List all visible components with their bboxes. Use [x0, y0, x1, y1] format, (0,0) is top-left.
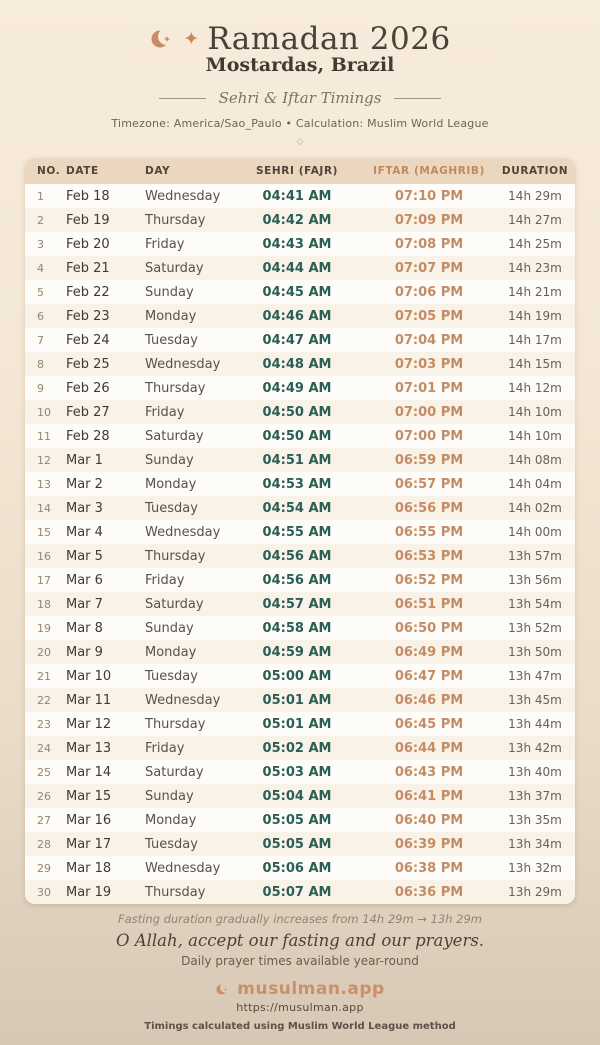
cell-number: 19 — [37, 621, 51, 635]
cell-iftar-time: 06:49 PM — [394, 644, 464, 660]
table-row — [25, 784, 575, 808]
cell-sehri-time: 04:46 AM — [262, 308, 332, 324]
table-row — [25, 856, 575, 880]
cell-date: Feb 18 — [66, 188, 110, 204]
cell-duration: 13h 52m — [508, 621, 562, 636]
cell-day: Monday — [145, 476, 197, 492]
cell-date: Mar 19 — [66, 884, 112, 900]
cell-number: 13 — [37, 477, 51, 491]
cell-day: Friday — [145, 572, 185, 588]
cell-sehri-time: 04:43 AM — [262, 236, 332, 252]
cell-number: 15 — [37, 525, 51, 539]
table-header-row — [25, 158, 575, 184]
cell-number: 28 — [37, 837, 51, 851]
cell-iftar-time: 06:46 PM — [394, 692, 464, 708]
cell-sehri-time: 04:48 AM — [262, 356, 332, 372]
cell-duration: 14h 08m — [508, 453, 562, 468]
cell-day: Tuesday — [145, 332, 198, 348]
cell-number: 10 — [37, 405, 51, 419]
table-row — [25, 328, 575, 352]
cell-duration: 13h 37m — [508, 789, 562, 804]
cell-iftar-time: 07:09 PM — [394, 212, 464, 228]
cell-sehri-time: 04:56 AM — [262, 572, 332, 588]
cell-iftar-time: 06:40 PM — [394, 812, 464, 828]
section-divider — [0, 89, 600, 107]
cell-date: Mar 7 — [66, 596, 103, 612]
cell-duration: 14h 10m — [508, 405, 562, 420]
cell-date: Mar 1 — [66, 452, 103, 468]
table-row — [25, 568, 575, 592]
cell-iftar-time: 07:00 PM — [394, 428, 464, 444]
divider-line-left — [159, 98, 206, 99]
cell-number: 25 — [37, 765, 51, 779]
table-row — [25, 880, 575, 904]
cell-sehri-time: 05:06 AM — [262, 860, 332, 876]
cell-iftar-time: 07:01 PM — [394, 380, 464, 396]
table-row — [25, 808, 575, 832]
cell-number: 8 — [37, 357, 44, 371]
cell-sehri-time: 04:47 AM — [262, 332, 332, 348]
cell-day: Tuesday — [145, 500, 198, 516]
cell-iftar-time: 06:51 PM — [394, 596, 464, 612]
cell-sehri-time: 05:05 AM — [262, 812, 332, 828]
cell-number: 18 — [37, 597, 51, 611]
location-subtitle: Mostardas, Brazil — [205, 54, 395, 77]
cell-duration: 13h 45m — [508, 693, 562, 708]
cell-iftar-time: 06:47 PM — [394, 668, 464, 684]
cell-day: Wednesday — [145, 860, 221, 876]
cell-number: 5 — [37, 285, 44, 299]
page-title: Ramadan 2026 — [207, 21, 451, 57]
cell-date: Mar 16 — [66, 812, 112, 828]
cell-day: Thursday — [145, 380, 206, 396]
cell-number: 26 — [37, 789, 51, 803]
cell-sehri-time: 04:55 AM — [262, 524, 332, 540]
table-body — [25, 184, 575, 904]
table-row — [25, 352, 575, 376]
cell-number: 20 — [37, 645, 51, 659]
cell-date: Mar 12 — [66, 716, 112, 732]
cell-duration: 14h 17m — [508, 333, 562, 348]
cell-day: Sunday — [145, 284, 194, 300]
cell-sehri-time: 04:49 AM — [262, 380, 332, 396]
cell-duration: 13h 32m — [508, 861, 562, 876]
cell-number: 6 — [37, 309, 44, 323]
cell-date: Feb 22 — [66, 284, 110, 300]
cell-sehri-time: 05:00 AM — [262, 668, 332, 684]
cell-date: Mar 5 — [66, 548, 103, 564]
table-row — [25, 184, 575, 208]
cell-date: Feb 24 — [66, 332, 110, 348]
cell-day: Friday — [145, 404, 185, 420]
cell-duration: 13h 56m — [508, 573, 562, 588]
crescent-moon-icon — [149, 27, 175, 51]
cell-duration: 13h 42m — [508, 741, 562, 756]
cell-iftar-time: 07:03 PM — [394, 356, 464, 372]
cell-duration: 13h 47m — [508, 669, 562, 684]
cell-day: Tuesday — [145, 836, 198, 852]
table-row — [25, 760, 575, 784]
cell-number: 30 — [37, 885, 51, 899]
cell-date: Feb 21 — [66, 260, 110, 276]
table-row — [25, 424, 575, 448]
table-row — [25, 448, 575, 472]
cell-day: Wednesday — [145, 188, 221, 204]
cell-day: Wednesday — [145, 356, 221, 372]
col-header-day: DAY — [145, 165, 171, 178]
cell-date: Feb 20 — [66, 236, 110, 252]
col-header-duration: DURATION — [501, 165, 569, 178]
timezone-calculation-info: Timezone: America/Sao_Paulo • Calculation: Muslim World League — [111, 117, 489, 131]
cell-duration: 14h 27m — [508, 213, 562, 228]
table-row — [25, 664, 575, 688]
cell-sehri-time: 04:51 AM — [262, 452, 332, 468]
table-row — [25, 520, 575, 544]
table-row — [25, 592, 575, 616]
col-header-date: DATE — [66, 165, 99, 178]
cell-number: 7 — [37, 333, 44, 347]
divider-line-right — [394, 98, 441, 99]
cell-iftar-time: 06:45 PM — [394, 716, 464, 732]
cell-iftar-time: 06:59 PM — [394, 452, 464, 468]
table-row — [25, 688, 575, 712]
cell-date: Feb 26 — [66, 380, 110, 396]
cell-duration: 14h 12m — [508, 381, 562, 396]
cell-day: Thursday — [145, 716, 206, 732]
cell-duration: 13h 29m — [508, 885, 562, 900]
cell-iftar-time: 07:08 PM — [394, 236, 464, 252]
cell-day: Thursday — [145, 212, 206, 228]
cell-day: Wednesday — [145, 524, 221, 540]
table-row — [25, 400, 575, 424]
cell-duration: 13h 35m — [508, 813, 562, 828]
cell-date: Feb 23 — [66, 308, 110, 324]
cell-date: Mar 9 — [66, 644, 103, 660]
cell-duration: 14h 21m — [508, 285, 562, 300]
cell-date: Mar 11 — [66, 692, 112, 708]
cell-date: Mar 3 — [66, 500, 103, 516]
col-header-no: NO. — [37, 165, 61, 178]
cell-sehri-time: 04:59 AM — [262, 644, 332, 660]
cell-duration: 13h 44m — [508, 717, 562, 732]
cell-duration: 13h 40m — [508, 765, 562, 780]
cell-day: Saturday — [145, 428, 204, 444]
brand-url[interactable]: https://musulman.app — [236, 1001, 364, 1015]
cell-sehri-time: 04:45 AM — [262, 284, 332, 300]
cell-date: Feb 19 — [66, 212, 110, 228]
cell-day: Thursday — [145, 548, 206, 564]
cell-iftar-time: 06:53 PM — [394, 548, 464, 564]
cell-day: Thursday — [145, 884, 206, 900]
dua-text: O Allah, accept our fasting and our prayers. — [115, 931, 485, 951]
cell-date: Mar 4 — [66, 524, 103, 540]
cell-iftar-time: 06:39 PM — [394, 836, 464, 852]
cell-number: 3 — [37, 237, 44, 251]
cell-iftar-time: 06:44 PM — [394, 740, 464, 756]
cell-iftar-time: 06:38 PM — [394, 860, 464, 876]
cell-duration: 13h 57m — [508, 549, 562, 564]
cell-number: 21 — [37, 669, 51, 683]
cell-number: 16 — [37, 549, 51, 563]
cell-sehri-time: 04:50 AM — [262, 404, 332, 420]
diamond-ornament: ◇ — [296, 137, 304, 148]
table-row — [25, 256, 575, 280]
cell-sehri-time: 04:57 AM — [262, 596, 332, 612]
cell-number: 9 — [37, 381, 44, 395]
cell-day: Saturday — [145, 260, 204, 276]
cell-day: Monday — [145, 812, 197, 828]
cell-sehri-time: 04:58 AM — [262, 620, 332, 636]
cell-number: 1 — [37, 189, 44, 203]
cell-iftar-time: 06:52 PM — [394, 572, 464, 588]
cell-sehri-time: 04:54 AM — [262, 500, 332, 516]
cell-sehri-time: 04:53 AM — [262, 476, 332, 492]
cell-date: Mar 13 — [66, 740, 112, 756]
cell-duration: 13h 34m — [508, 837, 562, 852]
cell-date: Mar 14 — [66, 764, 112, 780]
table-row — [25, 640, 575, 664]
cell-iftar-time: 07:07 PM — [394, 260, 464, 276]
cell-iftar-time: 06:36 PM — [394, 884, 464, 900]
cell-duration: 14h 23m — [508, 261, 562, 276]
cell-iftar-time: 06:57 PM — [394, 476, 464, 492]
cell-iftar-time: 06:41 PM — [394, 788, 464, 804]
cell-day: Friday — [145, 236, 185, 252]
cell-date: Mar 6 — [66, 572, 103, 588]
cell-date: Mar 8 — [66, 620, 103, 636]
table-row — [25, 496, 575, 520]
cell-sehri-time: 05:01 AM — [262, 692, 332, 708]
brand-crescent-icon — [215, 982, 230, 997]
cell-number: 29 — [37, 861, 51, 875]
cell-sehri-time: 05:04 AM — [262, 788, 332, 804]
cell-date: Feb 27 — [66, 404, 110, 420]
cell-date: Mar 2 — [66, 476, 103, 492]
cell-date: Feb 28 — [66, 428, 110, 444]
table-row — [25, 832, 575, 856]
cell-sehri-time: 04:56 AM — [262, 548, 332, 564]
cell-iftar-time: 07:04 PM — [394, 332, 464, 348]
table-row — [25, 616, 575, 640]
cell-number: 4 — [37, 261, 44, 275]
table-row — [25, 712, 575, 736]
cell-duration: 14h 00m — [508, 525, 562, 540]
cell-sehri-time: 05:07 AM — [262, 884, 332, 900]
cell-duration: 14h 15m — [508, 357, 562, 372]
cell-date: Mar 15 — [66, 788, 112, 804]
cell-duration: 13h 50m — [508, 645, 562, 660]
cell-sehri-time: 04:42 AM — [262, 212, 332, 228]
cell-day: Monday — [145, 644, 197, 660]
cell-day: Tuesday — [145, 668, 198, 684]
brand-row[interactable] — [0, 979, 600, 999]
cell-iftar-time: 07:05 PM — [394, 308, 464, 324]
cell-duration: 14h 10m — [508, 429, 562, 444]
table-row — [25, 304, 575, 328]
cell-sehri-time: 05:02 AM — [262, 740, 332, 756]
cell-day: Friday — [145, 740, 185, 756]
cell-iftar-time: 06:56 PM — [394, 500, 464, 516]
cell-iftar-time: 06:50 PM — [394, 620, 464, 636]
cell-day: Saturday — [145, 764, 204, 780]
cell-sehri-time: 04:44 AM — [262, 260, 332, 276]
cell-duration: 14h 04m — [508, 477, 562, 492]
col-header-iftar: IFTAR (MAGHRIB) — [373, 165, 485, 178]
cell-day: Sunday — [145, 452, 194, 468]
cell-iftar-time: 06:55 PM — [394, 524, 464, 540]
cell-duration: 14h 29m — [508, 189, 562, 204]
cell-number: 11 — [37, 429, 51, 443]
cell-number: 22 — [37, 693, 51, 707]
table-row — [25, 376, 575, 400]
table-row — [25, 544, 575, 568]
table-row — [25, 208, 575, 232]
cell-day: Sunday — [145, 620, 194, 636]
cell-number: 23 — [37, 717, 51, 731]
cell-sehri-time: 05:05 AM — [262, 836, 332, 852]
table-row — [25, 472, 575, 496]
cell-duration: 14h 19m — [508, 309, 562, 324]
cell-number: 14 — [37, 501, 51, 515]
cell-sehri-time: 05:01 AM — [262, 716, 332, 732]
cell-number: 2 — [37, 213, 44, 227]
table-row — [25, 232, 575, 256]
brand-name[interactable]: musulman.app — [237, 979, 385, 1000]
cell-date: Mar 18 — [66, 860, 112, 876]
col-header-sehri: SEHRI (FAJR) — [255, 165, 339, 178]
cell-iftar-time: 07:10 PM — [394, 188, 464, 204]
section-subtitle: Sehri & Iftar Timings — [218, 89, 382, 108]
table-row — [25, 280, 575, 304]
duration-trend-note: Fasting duration gradually increases from 14h 29m → 13h 29m — [117, 912, 483, 927]
cell-duration: 14h 25m — [508, 237, 562, 252]
cell-sehri-time: 05:03 AM — [262, 764, 332, 780]
availability-note: Daily prayer times available year-round — [181, 954, 419, 969]
cell-day: Wednesday — [145, 692, 221, 708]
cell-iftar-time: 07:06 PM — [394, 284, 464, 300]
cell-iftar-time: 07:00 PM — [394, 404, 464, 420]
cell-day: Sunday — [145, 788, 194, 804]
cell-date: Mar 10 — [66, 668, 112, 684]
title-row — [0, 22, 600, 56]
cell-sehri-time: 04:41 AM — [262, 188, 332, 204]
cell-number: 17 — [37, 573, 51, 587]
cell-day: Saturday — [145, 596, 204, 612]
calculation-method-note: Timings calculated using Muslim World League method — [144, 1021, 456, 1033]
timings-table-card — [25, 158, 575, 904]
cell-iftar-time: 06:43 PM — [394, 764, 464, 780]
page-header — [0, 0, 600, 147]
cell-number: 24 — [37, 741, 51, 755]
cell-number: 27 — [37, 813, 51, 827]
sparkle-icon: ✦ — [183, 27, 200, 50]
cell-duration: 14h 02m — [508, 501, 562, 516]
cell-duration: 13h 54m — [508, 597, 562, 612]
cell-date: Mar 17 — [66, 836, 112, 852]
table-row — [25, 736, 575, 760]
cell-day: Monday — [145, 308, 197, 324]
cell-sehri-time: 04:50 AM — [262, 428, 332, 444]
cell-number: 12 — [37, 453, 51, 467]
cell-date: Feb 25 — [66, 356, 110, 372]
